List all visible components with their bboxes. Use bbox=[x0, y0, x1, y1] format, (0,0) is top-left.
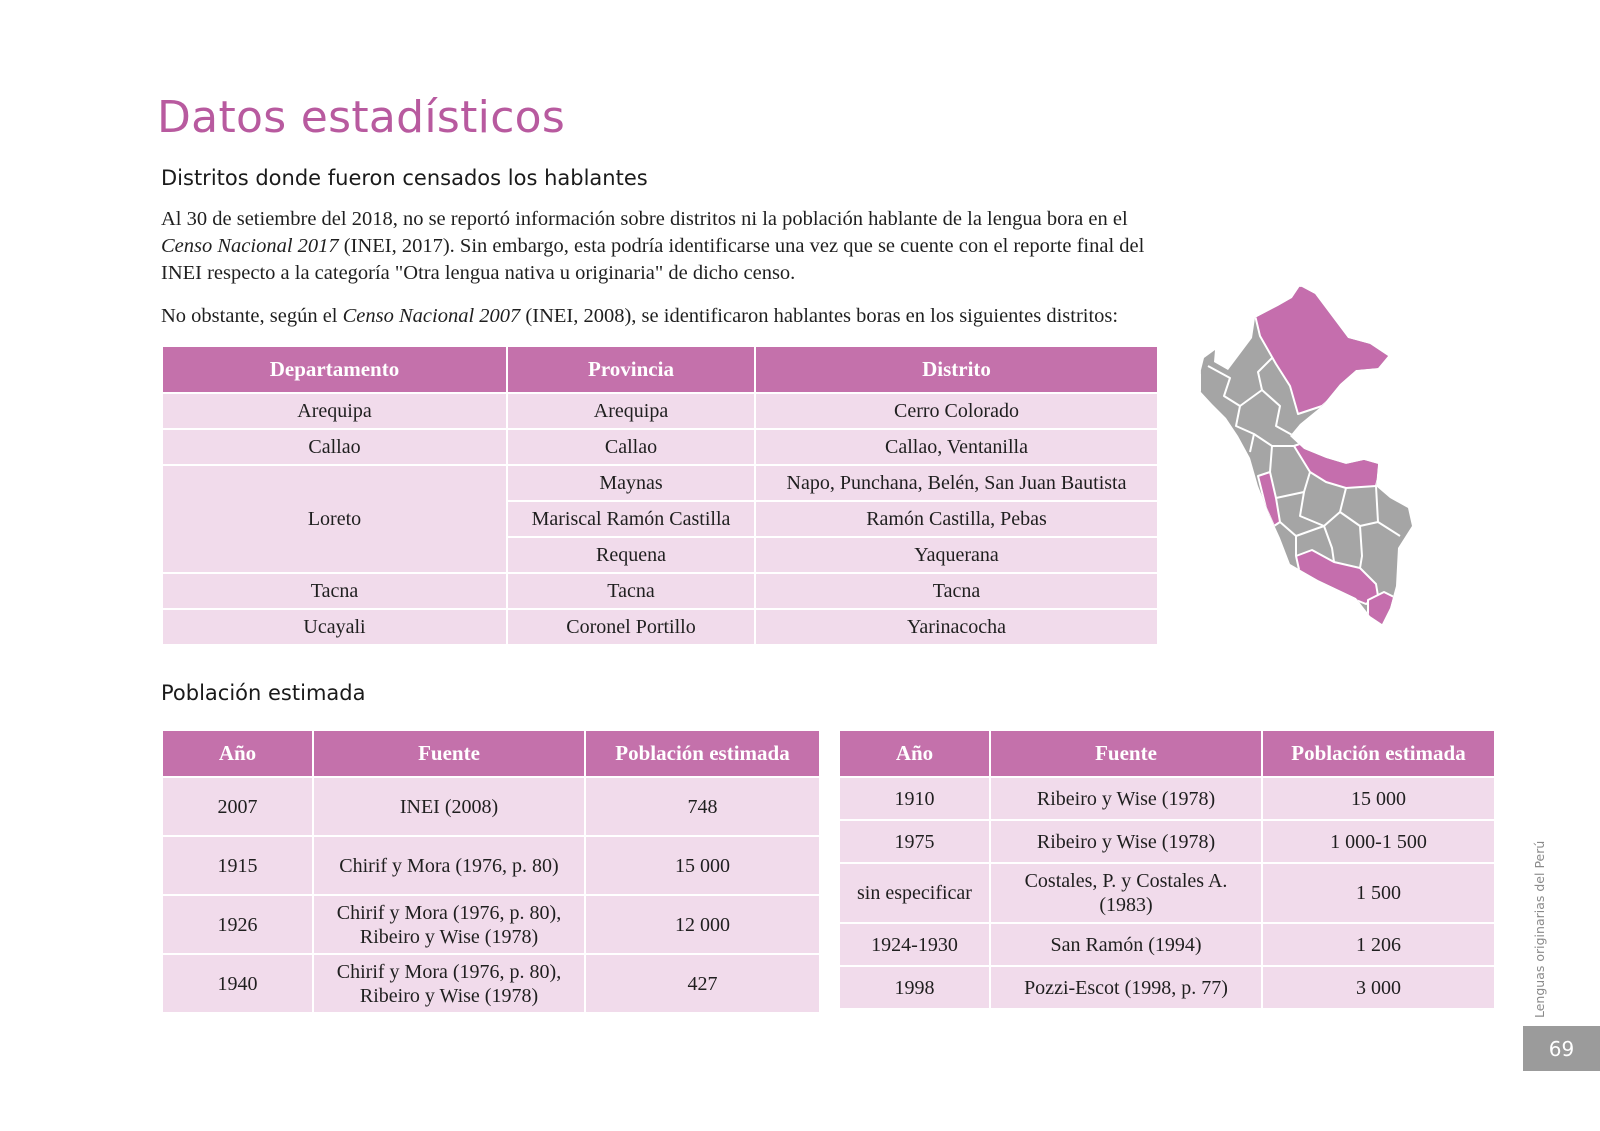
table-row bbox=[163, 430, 1157, 464]
table-cell: Callao, Ventanilla bbox=[756, 430, 1157, 464]
table-cell: Callao bbox=[508, 430, 754, 464]
table-cell: Napo, Punchana, Belén, San Juan Bautista bbox=[756, 466, 1157, 500]
table-cell: 1 500 bbox=[1263, 864, 1494, 922]
table-cell: Chirif y Mora (1976, p. 80), Ribeiro y Wise (1978) bbox=[314, 896, 584, 953]
table-row bbox=[163, 574, 1157, 608]
table-cell: 1910 bbox=[840, 778, 989, 819]
table-cell: Ribeiro y Wise (1978) bbox=[991, 778, 1261, 819]
column-header-poblacion: Población estimada bbox=[586, 731, 819, 776]
column-header-poblacion: Población estimada bbox=[1263, 731, 1494, 776]
table-cell: Tacna bbox=[756, 574, 1157, 608]
table-cell: 1 206 bbox=[1263, 924, 1494, 965]
table-cell: 427 bbox=[586, 955, 819, 1012]
districts-heading: Distritos donde fueron censados los hablantes bbox=[161, 166, 648, 190]
table-row bbox=[163, 955, 819, 1012]
census-2017-title: Censo Nacional 2017 bbox=[161, 235, 339, 257]
table-cell: 748 bbox=[586, 778, 819, 835]
table-row bbox=[163, 778, 819, 835]
table-cell: Costales, P. y Costales A. (1983) bbox=[991, 864, 1261, 922]
table-cell: Ribeiro y Wise (1978) bbox=[991, 821, 1261, 862]
table-cell: 1940 bbox=[163, 955, 312, 1012]
table-cell: 15 000 bbox=[1263, 778, 1494, 819]
table-cell: INEI (2008) bbox=[314, 778, 584, 835]
table-header-row bbox=[163, 731, 819, 776]
table-row bbox=[840, 864, 1494, 922]
table-cell: Arequipa bbox=[163, 394, 506, 428]
column-header-fuente: Fuente bbox=[991, 731, 1261, 776]
table-cell: Ucayali bbox=[163, 610, 506, 644]
table-header-row bbox=[840, 731, 1494, 776]
table-cell: San Ramón (1994) bbox=[991, 924, 1261, 965]
table-cell: Chirif y Mora (1976, p. 80) bbox=[314, 837, 584, 894]
table-cell: 2007 bbox=[163, 778, 312, 835]
peru-map bbox=[1200, 286, 1450, 636]
table-cell: Yaquerana bbox=[756, 538, 1157, 572]
table-cell: Callao bbox=[163, 430, 506, 464]
running-footer-title: Lenguas originarias del Perú bbox=[1532, 840, 1547, 1018]
page-title: Datos estadísticos bbox=[157, 92, 566, 143]
table-cell: Chirif y Mora (1976, p. 80), Ribeiro y Wise (1978) bbox=[314, 955, 584, 1012]
table-cell: 15 000 bbox=[586, 837, 819, 894]
districts-lead-paragraph: No obstante, según el Censo Nacional 2007 (INEI, 2008), se identificaron hablantes boras en los siguientes distritos: bbox=[161, 305, 1119, 327]
table-row bbox=[163, 837, 819, 894]
page-number: 69 bbox=[1523, 1026, 1600, 1071]
table-cell: 1926 bbox=[163, 896, 312, 953]
districts-table bbox=[161, 345, 1159, 646]
table-cell: Coronel Portillo bbox=[508, 610, 754, 644]
column-header-ano: Año bbox=[840, 731, 989, 776]
table-cell: Tacna bbox=[508, 574, 754, 608]
column-header-provincia: Provincia bbox=[508, 347, 754, 392]
table-cell: Cerro Colorado bbox=[756, 394, 1157, 428]
table-cell: sin especificar bbox=[840, 864, 989, 922]
table-cell: 1 000-1 500 bbox=[1263, 821, 1494, 862]
population-table-left bbox=[161, 729, 821, 1014]
table-cell: 12 000 bbox=[586, 896, 819, 953]
table-row bbox=[163, 466, 1157, 500]
table-row bbox=[840, 778, 1494, 819]
table-cell: Arequipa bbox=[508, 394, 754, 428]
column-header-fuente: Fuente bbox=[314, 731, 584, 776]
table-cell: 3 000 bbox=[1263, 967, 1494, 1008]
column-header-ano: Año bbox=[163, 731, 312, 776]
table-cell-merged: Loreto bbox=[163, 466, 506, 572]
table-cell: Tacna bbox=[163, 574, 506, 608]
table-cell: 1924-1930 bbox=[840, 924, 989, 965]
census-2007-title: Censo Nacional 2007 bbox=[342, 305, 521, 327]
table-row bbox=[840, 821, 1494, 862]
column-header-distrito: Distrito bbox=[756, 347, 1157, 392]
table-row bbox=[840, 967, 1494, 1008]
table-cell: Yarinacocha bbox=[756, 610, 1157, 644]
table-cell: Maynas bbox=[508, 466, 754, 500]
table-cell: Mariscal Ramón Castilla bbox=[508, 502, 754, 536]
table-row bbox=[163, 610, 1157, 644]
table-row bbox=[163, 394, 1157, 428]
table-cell: 1975 bbox=[840, 821, 989, 862]
population-table-right bbox=[838, 729, 1496, 1010]
table-cell: 1998 bbox=[840, 967, 989, 1008]
column-header-departamento: Departamento bbox=[163, 347, 506, 392]
table-header-row bbox=[163, 347, 1157, 392]
map-region-tacna bbox=[1368, 592, 1396, 630]
table-cell: Ramón Castilla, Pebas bbox=[756, 502, 1157, 536]
table-row bbox=[163, 896, 819, 953]
table-cell: 1915 bbox=[163, 837, 312, 894]
table-row bbox=[840, 924, 1494, 965]
table-cell: Requena bbox=[508, 538, 754, 572]
table-cell: Pozzi-Escot (1998, p. 77) bbox=[991, 967, 1261, 1008]
population-heading: Población estimada bbox=[161, 681, 366, 705]
intro-paragraph: Al 30 de setiembre del 2018, no se reportó información sobre distritos ni la población hablante de la lengua bora en el Censo Nacional 2017 (INEI, 2017). Sin embargo, esta podría identificarse una vez que se cuente con el reporte final del INEI respecto a la categoría "Otra lengua nativa u originaria" de dicho censo. bbox=[161, 208, 1145, 284]
